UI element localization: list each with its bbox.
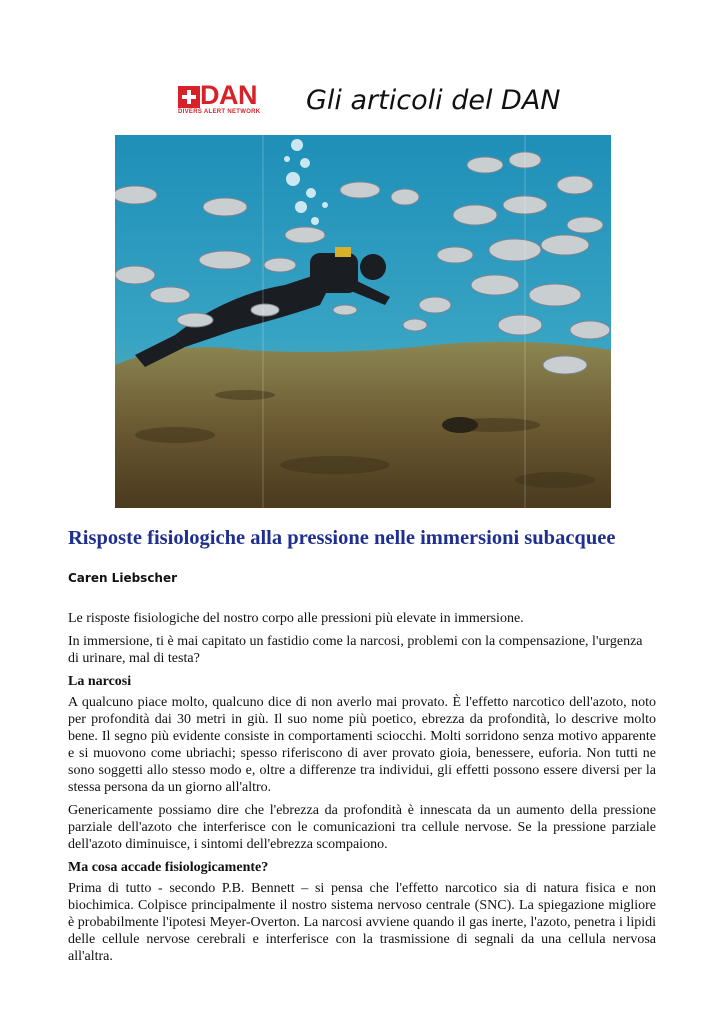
article-author: Caren Liebscher — [68, 571, 178, 585]
article-title: Risposte fisiologiche alla pressione nelle immersioni subacquee — [68, 527, 616, 549]
dan-logo — [178, 80, 278, 122]
logo-text: DAN — [200, 80, 257, 110]
paragraph: Prima di tutto - secondo P.B. Bennett – si pensa che l'effetto narcotico sia di natura fisica e non biochimica. Colpisce principalmente il nostro sistema nervoso centrale (SNC). La spiegazione migliore è probabilmente l'ipotesi Meyer-Overton. La narcosi avviene quando il gas inerte, l'azoto, penetra i lipidi delle cellule nervose cerebrali e interferisce con la trasmissione di segnali da una cellula nervosa all'altra. — [68, 881, 656, 964]
dan-cross-icon — [178, 86, 200, 108]
article-body — [68, 610, 656, 971]
paragraph: In immersione, ti è mai capitato un fastidio come la narcosi, problemi con la compensazione, l'urgenza di urinare, mal di testa? — [68, 634, 643, 666]
paragraph: Le risposte fisiologiche del nostro corpo alle pressioni più elevate in immersione. — [68, 611, 524, 626]
paragraph: Genericamente possiamo dire che l'ebrezza da profondità è innescata da un aumento della pressione parziale dell'azoto che interferisce con le comunicazioni tra cellule nervose. Se la pressione parziale dell'azoto diminuisce, i sintomi dell'ebrezza scompaiono. — [68, 803, 656, 852]
header-title: Gli articoli del DAN — [306, 85, 561, 116]
diver-photo — [115, 135, 611, 508]
paragraph: A qualcuno piace molto, qualcuno dice di non averlo mai provato. È l'effetto narcotico dell'azoto, noto per profondità dai 30 metri in giù. Il suo nome più poetico, ebrezza da profondità, lo descrive molto bene. Il segno più evidente consiste in comportamenti sciocchi. Molti sorridono senza motivo apparente e si muovono come ubriachi; spesso riferiscono di aver provato gioia, benessere, euforia. Non tutti ne sono soggetti allo stesso modo e, oltre a differenze tra individui, gli effetti possono essere diversi per la stessa persona da un giorno all'altro. — [68, 695, 656, 795]
section-heading: La narcosi — [68, 674, 132, 689]
section-heading: Ma cosa accade fisiologicamente? — [68, 860, 269, 875]
logo-tagline: DIVERS ALERT NETWORK — [178, 109, 261, 115]
